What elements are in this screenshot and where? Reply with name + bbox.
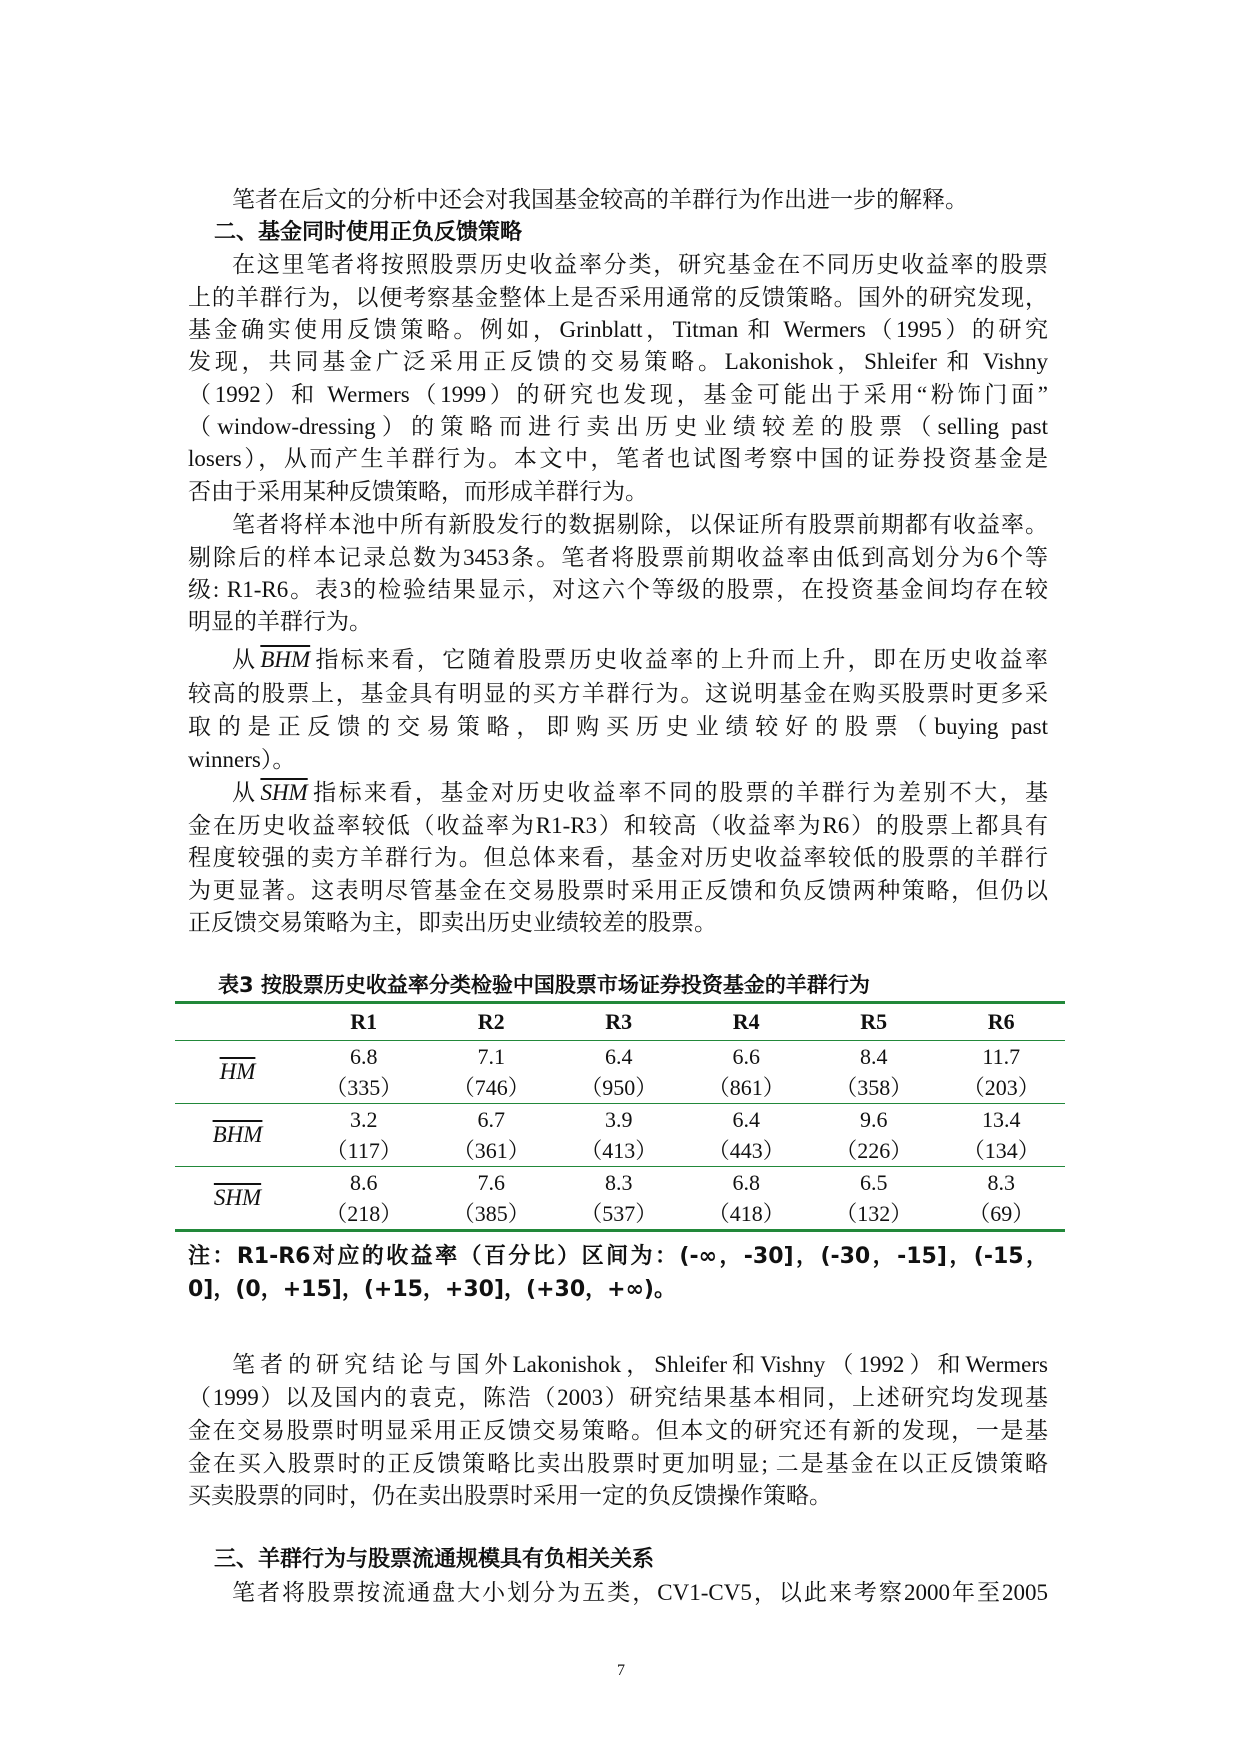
table-header-cell: R2 (428, 1003, 556, 1041)
cell-count: （861） (707, 1075, 785, 1100)
section-heading: 二、基金同时使用正负反馈策略 (214, 220, 523, 245)
table-cell (683, 1104, 811, 1167)
paragraph-line: 正反馈交易策略为主，即卖出历史业绩较差的股票。 (188, 910, 717, 935)
overline-symbol: $\overline{BHM}$ (260, 647, 311, 672)
table-cell (810, 1041, 938, 1104)
table-cell (810, 1167, 938, 1231)
paragraph-line: 上的羊群行为，以便考察基金整体上是否采用通常的反馈策略。国外的研究发现， (188, 285, 1048, 310)
cell-count: （69） (968, 1201, 1035, 1226)
cell-count: （117） (325, 1138, 402, 1163)
table-header-cell: R4 (683, 1003, 811, 1041)
table-cell (300, 1041, 428, 1104)
overline-symbol: $\overline{BHM}$ (212, 1122, 263, 1147)
paragraph-line: 买卖股票的同时，仍在卖出股票时采用一定的负反馈操作策略。 (188, 1483, 832, 1508)
paragraph-line: 在这里笔者将按照股票历史收益率分类，研究基金在不同历史收益率的股票 (232, 252, 1048, 277)
table-cell (938, 1167, 1066, 1231)
table-cell (428, 1041, 556, 1104)
paragraph-line: 为更显著。这表明尽管基金在交易股票时采用正反馈和负反馈两种策略，但仍以 (188, 878, 1048, 903)
paragraph-line: 笔者在后文的分析中还会对我国基金较高的羊群行为作出进一步的解释。 (232, 187, 968, 212)
cell-value: 3.2 (350, 1107, 378, 1132)
paragraph-line: 金在买入股票时的正反馈策略比卖出股票时更加明显; 二是基金在以正反馈策略 (188, 1451, 1048, 1476)
paragraph-line (232, 776, 1048, 809)
table-header-cell: R1 (300, 1003, 428, 1041)
table-cell (683, 1167, 811, 1231)
line-prefix: 从 (232, 647, 258, 672)
cell-count: （134） (962, 1138, 1040, 1163)
table-header-cell: R5 (810, 1003, 938, 1041)
table-note-line: 0]，(0，+15]，(+15，+30]，(+30，+∞)。 (188, 1277, 676, 1302)
cell-value: 7.6 (477, 1170, 505, 1195)
table-cell (555, 1041, 683, 1104)
table-note-line: 注：R1-R6对应的收益率（百分比）区间为：(-∞，-30]，(-30，-15]，(-15， (188, 1244, 1048, 1269)
paragraph-line: （1999）以及国内的袁克，陈浩（2003）研究结果基本相同，上述研究均发现基 (188, 1385, 1048, 1410)
cell-count: （358） (835, 1075, 913, 1100)
paragraph-line: 笔者将股票按流通盘大小划分为五类，CV1-CV5，以此来考察2000年至2005 (232, 1580, 1048, 1605)
row-label (175, 1104, 300, 1167)
paragraph-line: 笔者将样本池中所有新股发行的数据剔除，以保证所有股票前期都有收益率。 (232, 512, 1048, 537)
table-row (175, 1104, 1065, 1167)
paragraph-line (232, 643, 1048, 676)
cell-count: （418） (707, 1201, 785, 1226)
line-suffix: 指标来看，基金对历史收益率不同的股票的羊群行为差别不大，基 (310, 780, 1049, 805)
table-cell (683, 1041, 811, 1104)
paragraph-line: 程度较强的卖方羊群行为。但总体来看，基金对历史收益率较低的股票的羊群行 (188, 845, 1048, 870)
paragraph-line: losers），从而产生羊群行为。本文中，笔者也试图考察中国的证券投资基金是 (188, 446, 1048, 471)
paragraph-line: （window-dressing）的策略而进行卖出历史业绩较差的股票（selling past (188, 414, 1048, 439)
cell-count: （443） (707, 1138, 785, 1163)
cell-value: 6.8 (350, 1044, 378, 1069)
row-label (175, 1041, 300, 1104)
table-cell (938, 1104, 1066, 1167)
table-cell (555, 1167, 683, 1231)
table-header-cell: R6 (938, 1003, 1066, 1041)
cell-value: 6.4 (605, 1044, 633, 1069)
cell-count: （537） (580, 1201, 658, 1226)
table-caption: 表3 按股票历史收益率分类检验中国股票市场证券投资基金的羊群行为 (218, 973, 870, 997)
paragraph-line: 发现，共同基金广泛采用正反馈的交易策略。Lakonishok，Shleifer 和 Vishny (188, 349, 1048, 374)
cell-value: 6.8 (732, 1170, 760, 1195)
cell-value: 6.4 (732, 1107, 760, 1132)
cell-count: （950） (580, 1075, 658, 1100)
cell-value: 6.5 (860, 1170, 888, 1195)
cell-value: 8.4 (860, 1044, 888, 1069)
cell-value: 6.7 (477, 1107, 505, 1132)
cell-value: 8.3 (987, 1170, 1015, 1195)
cell-count: （746） (452, 1075, 530, 1100)
cell-count: （335） (325, 1075, 403, 1100)
paragraph-line: 金在历史收益率较低（收益率为R1-R3）和较高（收益率为R6）的股票上都具有 (188, 813, 1048, 838)
cell-value: 11.7 (982, 1044, 1021, 1069)
table-cell (428, 1104, 556, 1167)
overline-symbol: $\overline{SHM}$ (260, 780, 308, 805)
cell-count: （385） (452, 1201, 530, 1226)
paragraph-line: 剔除后的样本记录总数为3453条。笔者将股票前期收益率由低到高划分为6个等 (188, 545, 1048, 570)
paragraph-line: （1992）和 Wermers（1999）的研究也发现，基金可能出于采用“粉饰门面” (188, 382, 1048, 407)
cell-count: （203） (962, 1075, 1040, 1100)
cell-value: 8.6 (350, 1170, 378, 1195)
paragraph-line: 取的是正反馈的交易策略，即购买历史业绩较好的股票（buying past (188, 714, 1048, 739)
cell-value: 8.3 (605, 1170, 633, 1195)
table-cell (428, 1167, 556, 1231)
paragraph-line: 级: R1-R6。表3的检验结果显示，对这六个等级的股票，在投资基金间均存在较 (188, 577, 1048, 602)
cell-count: （226） (835, 1138, 913, 1163)
section-heading: 三、羊群行为与股票流通规模具有负相关关系 (214, 1547, 655, 1572)
cell-value: 3.9 (605, 1107, 633, 1132)
line-suffix: 指标来看，它随着股票历史收益率的上升而上升，即在历史收益率 (313, 647, 1049, 672)
paragraph-line: 较高的股票上，基金具有明显的买方羊群行为。这说明基金在购买股票时更多采 (188, 681, 1048, 706)
paragraph-line: 否由于采用某种反馈策略，而形成羊群行为。 (188, 479, 648, 504)
overline-symbol: $\overline{SHM}$ (213, 1185, 262, 1210)
row-label (175, 1167, 300, 1231)
cell-value: 6.6 (732, 1044, 760, 1069)
paragraph-line: 基金确实使用反馈策略。例如，Grinblatt，Titman 和 Wermers（1995）的研究 (188, 317, 1048, 342)
paragraph-line: 笔者的研究结论与国外Lakonishok，Shleifer和Vishny（1992）和Wermers (232, 1352, 1048, 1377)
table-cell (555, 1104, 683, 1167)
table-cell (300, 1167, 428, 1231)
cell-count: （218） (325, 1201, 403, 1226)
cell-value: 7.1 (477, 1044, 505, 1069)
cell-count: （361） (452, 1138, 530, 1163)
table-header-cell: R3 (555, 1003, 683, 1041)
table-header-corner (175, 1003, 300, 1041)
table-header-row (175, 1003, 1065, 1041)
cell-value: 9.6 (860, 1107, 888, 1132)
page-number: 7 (617, 1662, 625, 1679)
table-cell (810, 1104, 938, 1167)
results-table (175, 1001, 1065, 1232)
table-cell (938, 1041, 1066, 1104)
cell-count: （413） (580, 1138, 658, 1163)
table-row (175, 1041, 1065, 1104)
cell-count: （132） (835, 1201, 913, 1226)
paragraph-line: winners）。 (188, 747, 296, 772)
line-prefix: 从 (232, 780, 258, 805)
table-row (175, 1167, 1065, 1231)
overline-symbol: $\overline{HM}$ (219, 1059, 256, 1084)
table-cell (300, 1104, 428, 1167)
paragraph-line: 明显的羊群行为。 (188, 609, 372, 634)
cell-value: 13.4 (982, 1107, 1021, 1132)
paragraph-line: 金在交易股票时明显采用正反馈交易策略。但本文的研究还有新的发现，一是基 (188, 1418, 1048, 1443)
